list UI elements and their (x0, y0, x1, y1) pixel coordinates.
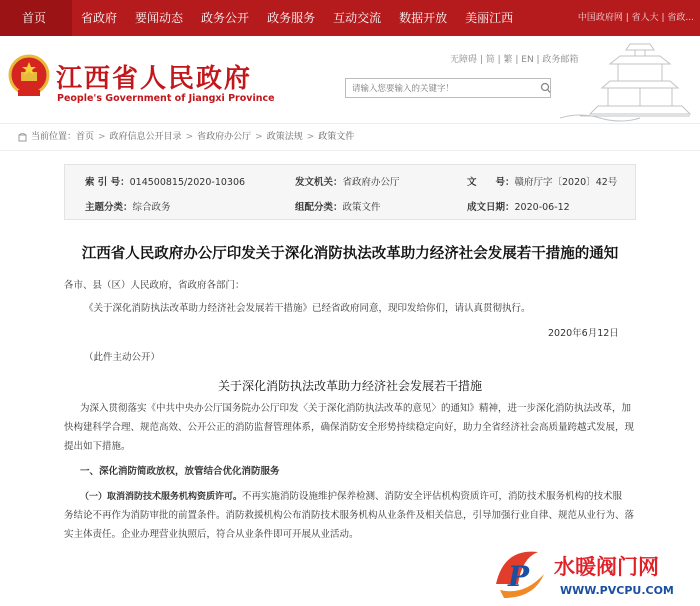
watermark-letter: P (508, 560, 530, 593)
national-emblem-icon (8, 54, 50, 98)
top-right-links[interactable]: 中国政府网 | 省人大 | 省政... (577, 13, 694, 23)
meta-date: 成文日期：2020-06-12 (467, 202, 570, 213)
site-title: 江西省人民政府 (56, 64, 253, 94)
accessibility-links[interactable]: 无障碍 | 简 | 繁 | EN | 政务邮箱 (450, 55, 579, 65)
nav-item-interact[interactable]: 互动交流 (333, 11, 382, 25)
watermark-brand: 水暖阀门网 (554, 555, 659, 579)
watermark-url: WWW.PVCPU.COM (560, 584, 674, 597)
paragraph-line: 实主体责任。企业办理营业执照后，符合从业条件即可开展从业活动。 (64, 529, 359, 540)
location-icon (18, 133, 27, 142)
nav-item-data[interactable]: 数据开放 (399, 11, 448, 25)
breadcrumb-item[interactable]: 首页 (76, 131, 95, 142)
tengwang-pavilion-image (540, 36, 700, 124)
meta-docno: 文 号：赣府厅字〔2020〕42号 (467, 177, 618, 188)
nav-item-service[interactable]: 政务服务 (267, 11, 316, 25)
nav-item-province[interactable]: 省政府 (81, 11, 118, 25)
top-nav (0, 0, 700, 36)
breadcrumb-item[interactable]: 政策文件 (318, 131, 355, 142)
paragraph-line: （一）取消消防技术服务机构资质许可。不再实施消防设施维护保养检测、消防安全评估机构资质许可，消防技术服务机构的技术服 (80, 491, 623, 502)
nav-item-news[interactable]: 要闻动态 (135, 11, 184, 25)
section-heading: 一、深化消防简政放权，放管结合优化消防服务 (80, 466, 280, 477)
document-metadata (64, 164, 636, 220)
search-input[interactable] (345, 78, 551, 98)
search-icon[interactable] (540, 81, 551, 95)
nav-item-home[interactable]: 首页 (0, 0, 72, 36)
breadcrumb-label: 当前位置： (31, 131, 77, 142)
meta-index: 索 引 号：014500815/2020-10306 (85, 177, 246, 188)
site-subtitle: People's Government of Jiangxi Province (57, 93, 275, 104)
meta-category: 组配分类：政策文件 (295, 202, 381, 213)
document-title: 江西省人民政府办公厅印发关于深化消防执法改革助力经济社会发展若干措施的通知 (81, 246, 619, 262)
meta-subject: 主题分类：综合政务 (85, 202, 171, 213)
intro-paragraph: 《关于深化消防执法改革助力经济社会发展若干措施》已经省政府同意，现印发给你们，请认真贯彻执行。 (84, 303, 531, 314)
watermark (494, 544, 694, 602)
paragraph-line: 务结论不再作为消防审批的前置条件。消防救援机构公布消防技术服务机构从业条件及相关信息，引导加强行业自律、规范从业行为、落 (64, 510, 635, 521)
nav-item-public[interactable]: 政务公开 (201, 11, 250, 25)
public-note: （此件主动公开） (84, 352, 161, 363)
nav-item-beautiful[interactable]: 美丽江西 (465, 11, 514, 25)
recipient: 各市、县（区）人民政府，省政府各部门： (64, 280, 245, 291)
article-area (0, 152, 700, 606)
paragraph-line: 快构建科学合理、规范高效、公开公正的消防监督管理体系，确保消防安全形势持续稳定向好，助力全省经济社会高质量跨越式发展，现 (64, 422, 635, 433)
measures-title: 关于深化消防执法改革助力经济社会发展若干措施 (217, 379, 482, 393)
issue-date: 2020年6月12日 (548, 328, 619, 339)
breadcrumb-item[interactable]: 省政府办公厅 (197, 131, 252, 142)
breadcrumb-item[interactable]: 政策法规 (266, 131, 303, 142)
breadcrumb-item[interactable]: 政府信息公开目录 (109, 131, 182, 142)
meta-issuer: 发文机关：省政府办公厅 (295, 177, 400, 188)
watermark-logo-icon (494, 544, 694, 602)
breadcrumb: 当前位置： 首页 > 政府信息公开目录 > 省政府办公厅 > 政策法规 > 政策文件 (0, 124, 700, 151)
paragraph-line: 为深入贯彻落实《中共中央办公厅国务院办公厅印发〈关于深化消防执法改革的意见〉的通知》精神，进一步深化消防执法改革，加 (80, 403, 632, 414)
paragraph-line: 提出如下措施。 (64, 441, 131, 452)
